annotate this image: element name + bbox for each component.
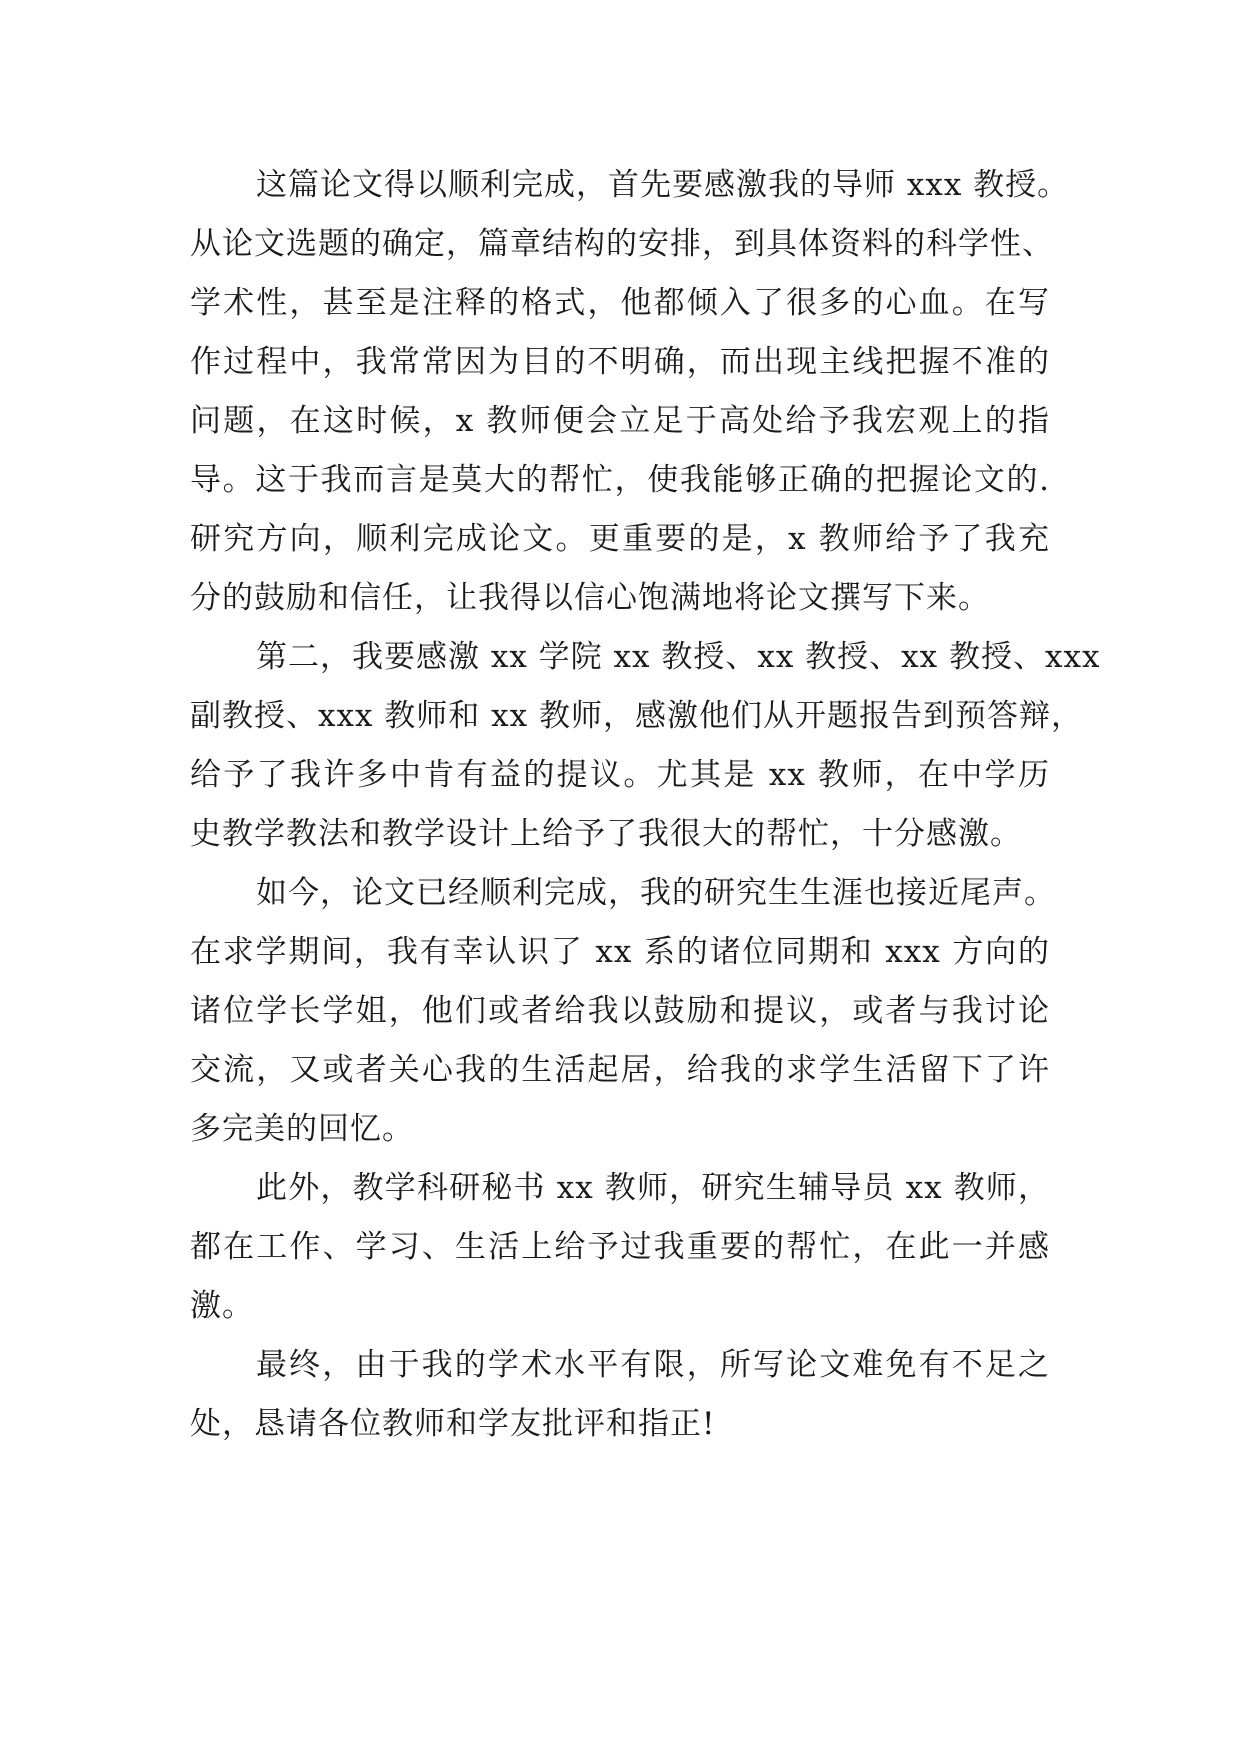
text-line: 在求学期间，我有幸认识了 xx 系的诸位同期和 xxx 方向的 — [190, 934, 1050, 970]
text-line: 导。这于我而言是莫大的帮忙，使我能够正确的把握论文的. — [190, 462, 1050, 498]
text-line: 激。 — [190, 1288, 254, 1324]
text-line: 如今，论文已经顺利完成，我的研究生生涯也接近尾声。 — [256, 875, 1056, 911]
paragraph-2 — [190, 628, 1101, 864]
text-line: 给予了我许多中肯有益的提议。尤其是 xx 教师，在中学历 — [190, 757, 1050, 793]
text-line: 处，恳请各位教师和学友批评和指正! — [190, 1406, 716, 1442]
text-line: 史教学教法和教学设计上给予了我很大的帮忙，十分感激。 — [190, 816, 1022, 852]
paragraph-5 — [190, 1336, 1050, 1454]
text-line: 此外，教学科研秘书 xx 教师，研究生辅导员 xx 教师， — [256, 1170, 1050, 1206]
paragraph-4 — [190, 1159, 1050, 1336]
text-line: 从论文选题的确定，篇章结构的安排，到具体资料的科学性、 — [190, 226, 1054, 262]
text-line: 研究方向，顺利完成论文。更重要的是，x 教师给予了我充 — [190, 521, 1050, 557]
text-line: 作过程中，我常常因为目的不明确，而出现主线把握不准的 — [190, 344, 1050, 380]
text-line: 诸位学长学姐，他们或者给我以鼓励和提议，或者与我讨论 — [190, 993, 1050, 1029]
text-line: 第二，我要感激 xx 学院 xx 教授、xx 教授、xx 教授、xxx — [256, 639, 1101, 675]
text-line: 分的鼓励和信任，让我得以信心饱满地将论文撰写下来。 — [190, 580, 990, 616]
text-line: 学术性，甚至是注释的格式，他都倾入了很多的心血。在写 — [190, 285, 1050, 321]
text-line: 交流，又或者关心我的生活起居，给我的求学生活留下了许 — [190, 1052, 1050, 1088]
text-line: 最终，由于我的学术水平有限，所写论文难免有不足之 — [256, 1347, 1050, 1383]
text-line: 多完美的回忆。 — [190, 1111, 414, 1147]
paragraph-1 — [190, 156, 1070, 628]
text-line: 这篇论文得以顺利完成，首先要感激我的导师 xxx 教授。 — [256, 167, 1070, 203]
text-line: 问题，在这时候，x 教师便会立足于高处给予我宏观上的指 — [190, 403, 1050, 439]
paragraph-3 — [190, 864, 1056, 1159]
document-body — [190, 156, 1101, 1454]
text-line: 都在工作、学习、生活上给予过我重要的帮忙，在此一并感 — [190, 1229, 1050, 1265]
text-line: 副教授、xxx 教师和 xx 教师，感激他们从开题报告到预答辩， — [190, 698, 1083, 734]
